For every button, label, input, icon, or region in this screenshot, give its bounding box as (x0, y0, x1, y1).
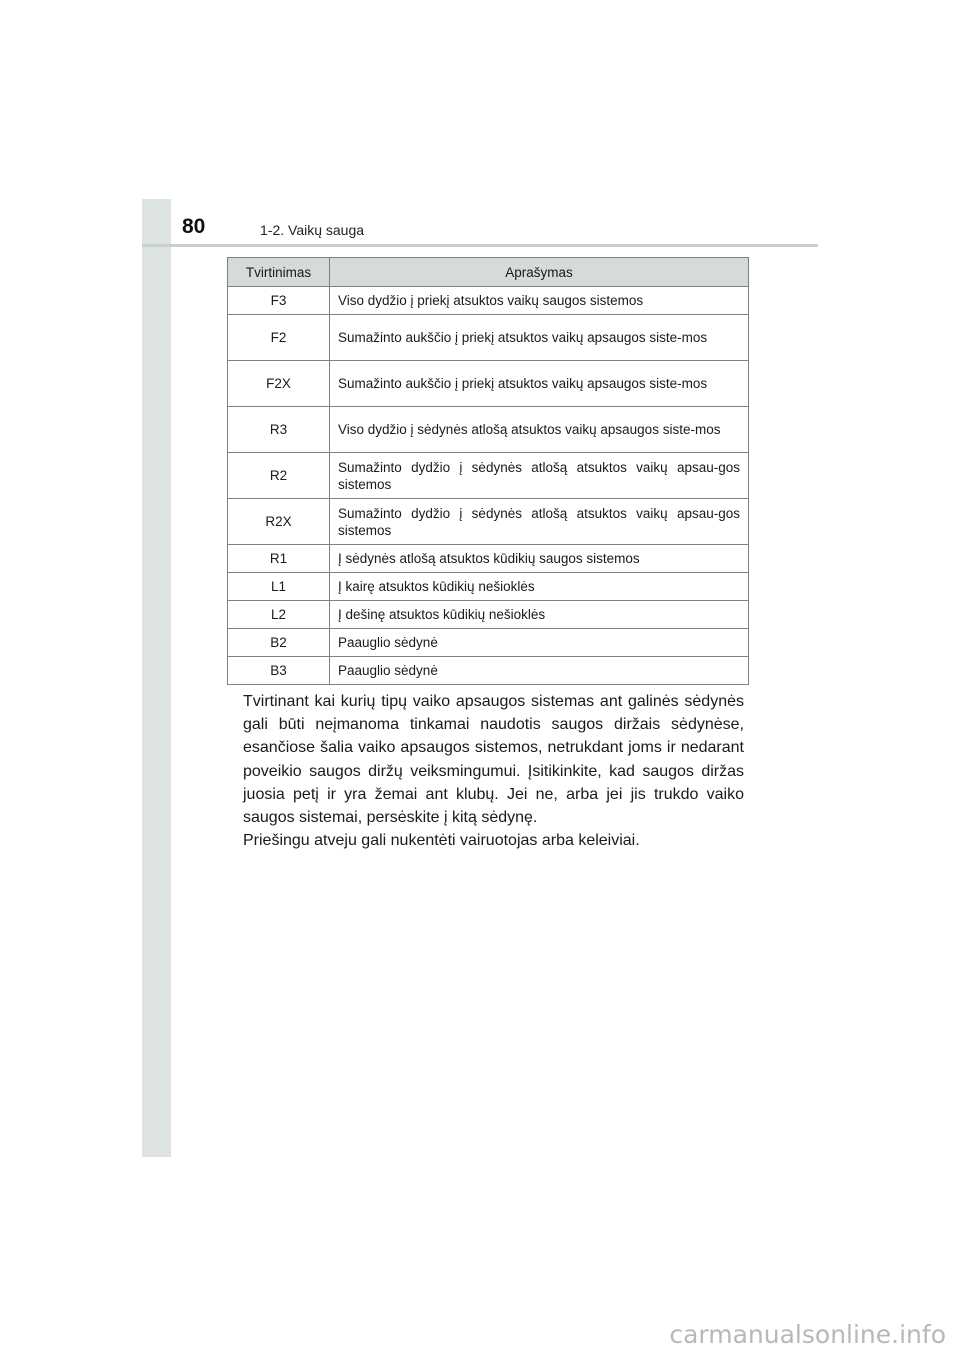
attachment-code: F3 (228, 287, 330, 315)
watermark: carmanualsonline.info (669, 1320, 946, 1349)
attachment-description: Viso dydžio į priekį atsuktos vaikų saugos sistemos (330, 287, 749, 315)
attachment-description: Viso dydžio į sėdynės atlošą atsuktos vaikų apsaugos siste-mos (330, 407, 749, 453)
attachment-code: L1 (228, 573, 330, 601)
table-header-row (228, 258, 749, 287)
attachment-code: R1 (228, 545, 330, 573)
warning-text (243, 690, 744, 852)
column-header-attachment: Tvirtinimas (228, 258, 330, 287)
table-row (228, 629, 749, 657)
attachment-code: F2X (228, 361, 330, 407)
attachment-code: L2 (228, 601, 330, 629)
attachment-code: R3 (228, 407, 330, 453)
table-row (228, 601, 749, 629)
table-row (228, 657, 749, 685)
attachment-description: Sumažinto aukščio į priekį atsuktos vaikų apsaugos siste-mos (330, 361, 749, 407)
attachment-code: B2 (228, 629, 330, 657)
attachment-description: Į dešinę atsuktos kūdikių nešioklės (330, 601, 749, 629)
table-row (228, 361, 749, 407)
attachment-description: Paauglio sėdynė (330, 657, 749, 685)
attachment-description: Į kairę atsuktos kūdikių nešioklės (330, 573, 749, 601)
table-row (228, 545, 749, 573)
page-number: 80 (182, 215, 206, 238)
attachment-code: R2X (228, 499, 330, 545)
side-band (142, 199, 171, 1157)
warning-paragraph: Tvirtinant kai kurių tipų vaiko apsaugos sistemas ant galinės sėdynės gali būti neįmanoma tinkamai naudotis saugos diržais sėdynėse, esančiose šalia vaiko apsaugos sistemos, netrukdant joms ir nedarant poveikio saugos diržų veiksmingumui. Įsitikinkite, kad saugos diržas juosia petį ir yra žemai ant klubų. Jei ne, arba jei jis trukdo vaiko saugos sistemai, persėskite į kitą sėdynę. (243, 693, 744, 827)
attachment-code: R2 (228, 453, 330, 499)
warning-paragraph: Priešingu atveju gali nukentėti vairuotojas arba keleiviai. (243, 832, 640, 850)
attachment-description: Sumažinto dydžio į sėdynės atlošą atsuktos vaikų apsau-gos sistemos (330, 453, 749, 499)
attachment-code: B3 (228, 657, 330, 685)
header-rule (142, 244, 818, 247)
table-row (228, 453, 749, 499)
attachment-description: Į sėdynės atlošą atsuktos kūdikių saugos sistemos (330, 545, 749, 573)
table-row (228, 407, 749, 453)
attachment-table (227, 257, 749, 685)
attachment-description: Sumažinto aukščio į priekį atsuktos vaikų apsaugos siste-mos (330, 315, 749, 361)
section-title: 1-2. Vaikų sauga (260, 222, 365, 238)
column-header-description: Aprašymas (330, 258, 749, 287)
table-row (228, 499, 749, 545)
attachment-code: F2 (228, 315, 330, 361)
attachment-description: Sumažinto dydžio į sėdynės atlošą atsuktos vaikų apsau-gos sistemos (330, 499, 749, 545)
table-row (228, 315, 749, 361)
table-row (228, 573, 749, 601)
attachment-description: Paauglio sėdynė (330, 629, 749, 657)
table-row (228, 287, 749, 315)
